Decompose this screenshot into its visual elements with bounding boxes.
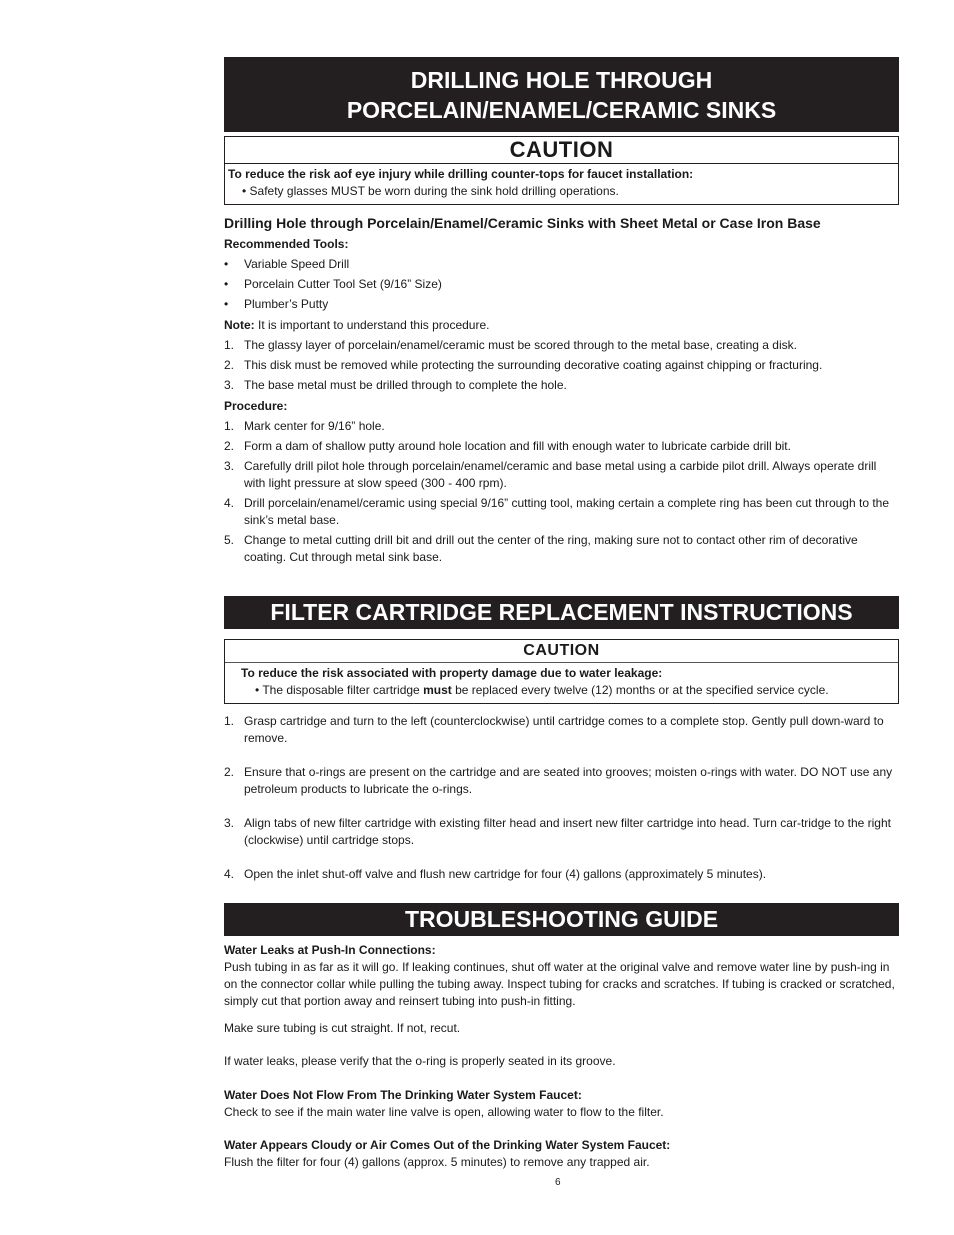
list-item: 1. Grasp cartridge and turn to the left (counterclockwise) until cartridge comes to a complete stop. Gently pull down-ward to remove. <box>224 713 899 747</box>
filter-caution-bullet <box>241 682 895 699</box>
note-item: The base metal must be drilled through to complete the hole. <box>244 378 567 392</box>
drilling-title-line2: PORCELAIN/ENAMEL/CERAMIC SINKS <box>346 97 777 123</box>
ts-section3-p: Flush the filter for four (4) gallons (approx. 5 minutes) to remove any trapped air. <box>224 1155 650 1169</box>
procedure-item: Change to metal cutting drill bit and drill out the center of the ring, making sure not to contact other rim of decorative coating. Cut through metal sink base. <box>244 533 858 564</box>
procedure-label: Procedure: <box>224 399 288 413</box>
filter-caution-lead: To reduce the risk associated with property damage due to water leakage: <box>241 666 663 680</box>
page-number: 6 <box>555 1177 561 1188</box>
list-item: 5. Change to metal cutting drill bit and drill out the center of the ring, making sure not to contact other rim of decorative coating. Cut through metal sink base. <box>224 532 899 566</box>
note-label: Note: <box>224 318 255 332</box>
filter-caution-box <box>224 639 899 704</box>
filter-step: Open the inlet shut-off valve and flush new cartridge for four (4) gallons (approximately 5 minutes). <box>244 867 767 881</box>
ts-section1-label: Water Leaks at Push-In Connections: <box>224 943 436 957</box>
filter-step: Align tabs of new filter cartridge with existing filter head and insert new filter cartridge into head. Turn car-tridge to the right (clockwise) until cartridge stops. <box>244 816 891 847</box>
list-item: 1. Mark center for 9/16” hole. <box>224 418 899 435</box>
procedure-item: Mark center for 9/16” hole. <box>244 419 385 433</box>
note-text: It is important to understand this procedure. <box>254 318 490 332</box>
drilling-caution-body <box>225 164 898 204</box>
tool-item: Variable Speed Drill <box>244 257 350 271</box>
filter-caution-title: CAUTION <box>225 640 898 663</box>
tool-item: Plumber’s Putty <box>244 297 329 311</box>
list-item: 4. Open the inlet shut-off valve and flush new cartridge for four (4) gallons (approximately 5 minutes). <box>224 866 899 883</box>
tool-item: Porcelain Cutter Tool Set (9/16” Size) <box>244 277 442 291</box>
list-item: 3. Align tabs of new filter cartridge with existing filter head and insert new filter cartridge into head. Turn car-tridge to the right (clockwise) until cartridge stops. <box>224 815 899 849</box>
list-item: 1. The glassy layer of porcelain/enamel/ceramic must be scored through to the metal base, creating a disk. <box>224 337 899 354</box>
drilling-caution-bullet: • Safety glasses MUST be worn during the sink hold drilling operations. <box>242 184 619 198</box>
page-content <box>224 57 899 1171</box>
list-item: 2. Form a dam of shallow putty around hole location and fill with enough water to lubricate carbide drill bit. <box>224 438 899 455</box>
ts-section2-label: Water Does Not Flow From The Drinking Water System Faucet: <box>224 1088 582 1102</box>
note-paragraph <box>224 317 899 334</box>
filter-title-banner: FILTER CARTRIDGE REPLACEMENT INSTRUCTIONS <box>224 596 899 629</box>
filter-bullet-post: be replaced every twelve (12) months or at the specified service cycle. <box>451 683 829 697</box>
filter-step: Grasp cartridge and turn to the left (counterclockwise) until cartridge comes to a complete stop. Gently pull down-ward to remove. <box>244 714 884 745</box>
drilling-title-banner <box>224 57 899 132</box>
list-item: 2. This disk must be removed while protecting the surrounding decorative coating against chipping or fracturing. <box>224 357 899 374</box>
ts-section1-p1: Push tubing in as far as it will go. If leaking continues, shut off water at the original valve and remove water line by push-ing in on the connector collar while pulling the tubing away. Inspect tubing for cracks and scratches. If tubing is cracked or scratched, simply cut that portion away and reinsert tubing into push-in fitting. <box>224 960 895 1008</box>
list-item: 2. Ensure that o-rings are present on the cartridge and are seated into grooves; moisten o-rings with water. DO NOT use any petroleum products to lubricate the o-rings. <box>224 764 899 798</box>
note-item: This disk must be removed while protecting the surrounding decorative coating against chipping or fracturing. <box>244 358 823 372</box>
list-item: • Porcelain Cutter Tool Set (9/16” Size) <box>224 276 899 293</box>
list-item: • Variable Speed Drill <box>224 256 899 273</box>
list-item: 3. Carefully drill pilot hole through porcelain/enamel/ceramic and base metal using a carbide pilot drill. Always operate drill with light pressure at slow speed (300 - 400 rpm). <box>224 458 899 492</box>
procedure-item: Drill porcelain/enamel/ceramic using special 9/16” cutting tool, making certain a complete ring has been cut through to the sink’s metal base. <box>244 496 890 527</box>
filter-caution-body <box>225 663 898 703</box>
ts-section1-p2: Make sure tubing is cut straight. If not, recut. <box>224 1021 461 1035</box>
filter-bullet-pre: • The disposable filter cartridge <box>255 683 424 697</box>
filter-bullet-bold: must <box>423 683 452 697</box>
filter-step: Ensure that o-rings are present on the cartridge and are seated into grooves; moisten o-rings with water. DO NOT use any petroleum products to lubricate the o-rings. <box>244 765 893 796</box>
ts-section2-p: Check to see if the main water line valve is open, allowing water to flow to the filter. <box>224 1105 664 1119</box>
drilling-subheading: Drilling Hole through Porcelain/Enamel/Ceramic Sinks with Sheet Metal or Case Iron Base <box>224 215 821 231</box>
drilling-caution-lead: To reduce the risk aof eye injury while drilling counter-tops for faucet installation: <box>228 167 694 181</box>
list-item: 3. The base metal must be drilled through to complete the hole. <box>224 377 899 394</box>
list-item: • Plumber’s Putty <box>224 296 899 313</box>
troubleshooting-title-banner: TROUBLESHOOTING GUIDE <box>224 903 899 936</box>
drilling-caution-title: CAUTION <box>225 137 898 164</box>
ts-section1-p3: If water leaks, please verify that the o-ring is properly seated in its groove. <box>224 1054 616 1068</box>
drilling-title-line1: DRILLING HOLE THROUGH <box>410 67 713 93</box>
note-item: The glassy layer of porcelain/enamel/ceramic must be scored through to the metal base, creating a disk. <box>244 338 797 352</box>
procedure-item: Carefully drill pilot hole through porcelain/enamel/ceramic and base metal using a carbide pilot drill. Always operate drill with light pressure at slow speed (300 - 400 rpm). <box>244 459 877 490</box>
tools-label: Recommended Tools: <box>224 237 349 251</box>
ts-section3-label: Water Appears Cloudy or Air Comes Out of the Drinking Water System Faucet: <box>224 1138 671 1152</box>
drilling-caution-box <box>224 136 899 205</box>
list-item: 4. Drill porcelain/enamel/ceramic using special 9/16” cutting tool, making certain a complete ring has been cut through to the sink’s metal base. <box>224 495 899 529</box>
procedure-item: Form a dam of shallow putty around hole location and fill with enough water to lubricate carbide drill bit. <box>244 439 791 453</box>
